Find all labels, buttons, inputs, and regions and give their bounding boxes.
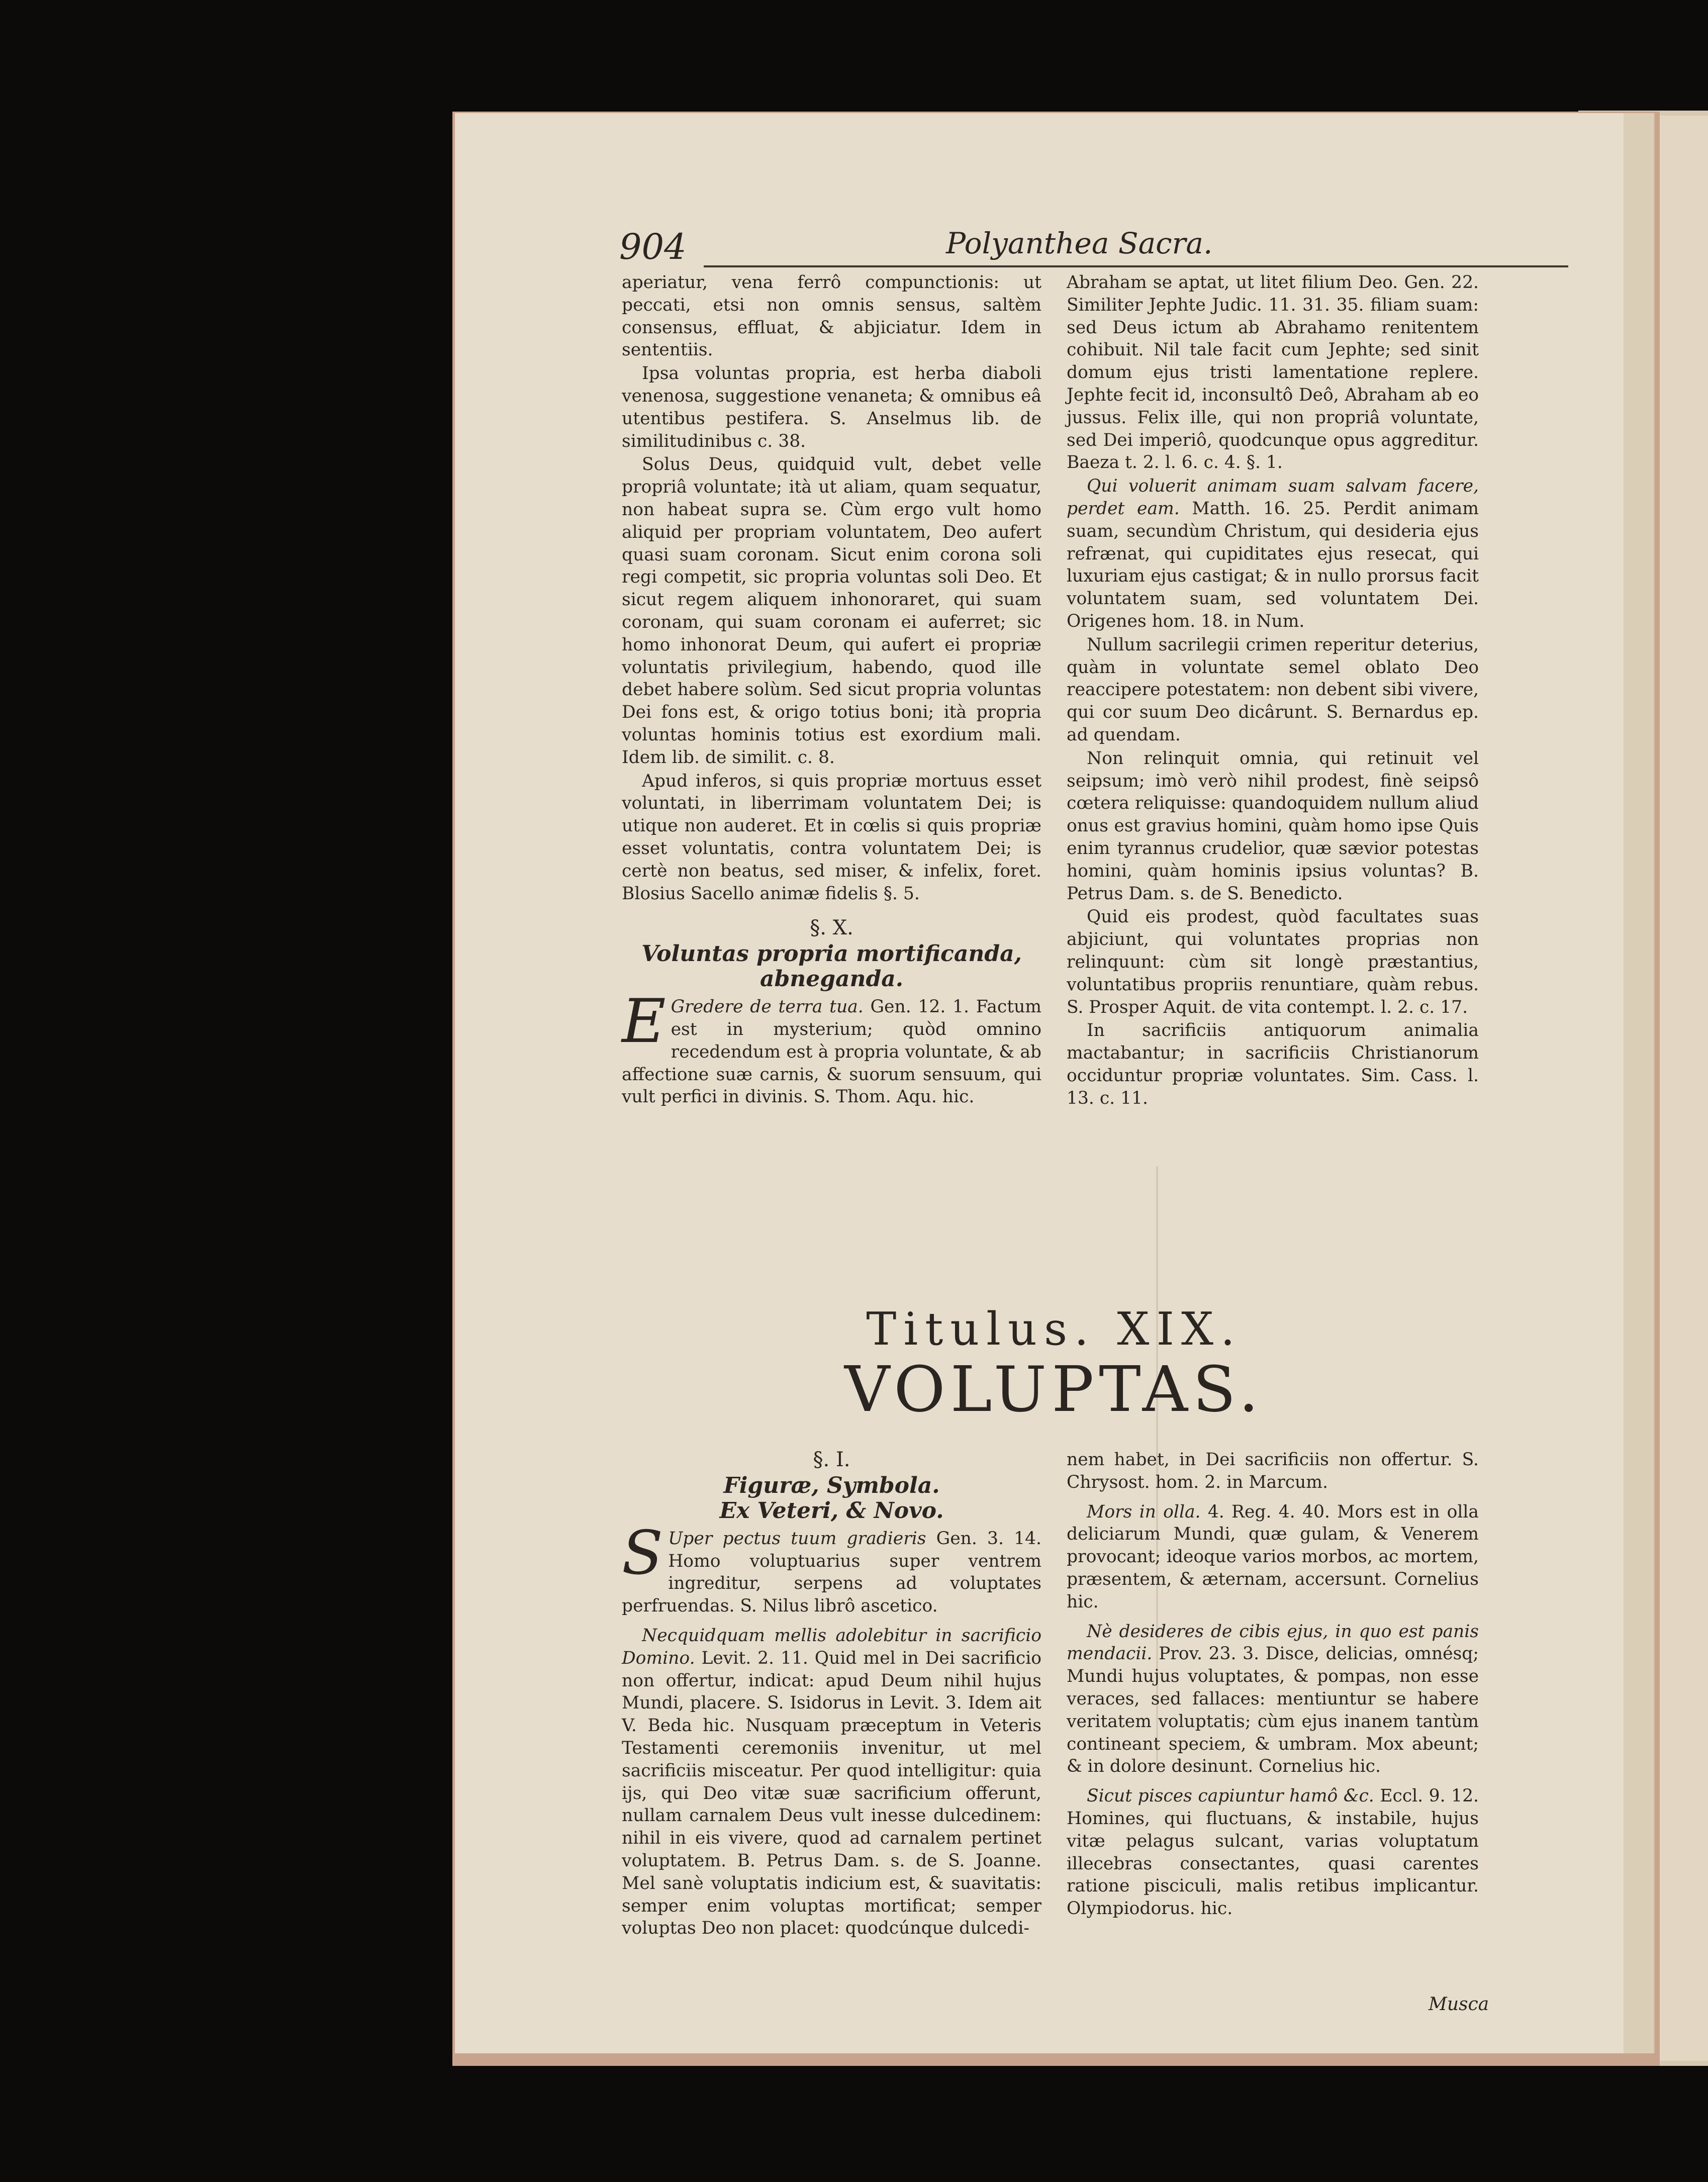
running-title: Polyanthea Sacra.	[946, 226, 1213, 260]
paragraph: aperiatur, vena ferrô compunctionis: ut peccati, etsi non omnis sensus, saltèm consensus, effluat, & abjiciatur. Idem in sententiis.	[622, 272, 1041, 360]
paragraph-text: Matth. 16. 25. Perdit animam suam, secundùm Christum, qui desideria ejus refrænat, qui cupiditates ejus resecat, qui luxuriam ejus castigat; & in nullo prorsus facit voluntatem suam, sed voluntatem Dei. Origenes hom. 18. in Num.	[1067, 498, 1479, 631]
quote-paragraph	[622, 1625, 1041, 1940]
paragraph-text: Prov. 23. 3. Disce, delicias, omnésq; Mundi hujus voluptates, & pompas, non esse veraces, sed fallaces: mentiuntur se habere veritatem voluptatis; cùm ejus inanem tantùm contineant speciem, & umbram. Mox abeunt; & in dolore desinunt. Cornelius hic.	[1067, 1644, 1479, 1777]
paragraph: Abraham se aptat, ut litet filium Deo. Gen. 22. Similiter Jephte Judic. 11. 31. 35. filiam suam: sed Deus ictum ab Abrahamo renitentem cohibuit. Nil tale facit cum Jephte; sed sinit domum ejus tristi lamentatione replere. Jephte fecit id, inconsultô Deô, Abraham ab eo jussus. Felix ille, qui non propriâ voluntate, sed Dei imperiô, quodcunque opus aggreditur. Baeza t. 2. l. 6. c. 4. §. 1.	[1067, 272, 1479, 473]
section-mark: §. I.	[813, 1448, 850, 1471]
page-number: 904	[619, 226, 687, 267]
quote-paragraph	[1067, 1621, 1479, 1778]
next-page-strip	[1654, 116, 1708, 2061]
scripture-quote: Qui voluerit animam suam salvam facere, perdet eam.	[1067, 476, 1479, 519]
book-page	[453, 112, 1655, 2062]
section-mark: §. X.	[810, 916, 853, 940]
titulus-heading: Titulus. XIX.	[866, 1303, 1242, 1356]
bottom-right-column	[1067, 1449, 1479, 1921]
scripture-quote: Sicut pisces capiuntur hamô &c.	[1087, 1786, 1374, 1807]
quote-paragraph	[1067, 1785, 1479, 1920]
paragraph-text: Gen. 3. 14. Homo voluptuarius super ventrem ingreditur, serpens ad voluptates perfruendas. S. Nilus librô ascetico.	[622, 1528, 1041, 1617]
dropcap-letter: E	[622, 987, 666, 1057]
quote-paragraph	[1067, 475, 1479, 633]
paragraph: Nullum sacrilegii crimen reperitur deterius, quàm in voluntate semel oblato Deo reaccipere potestatem: non debent sibi vivere, qui cor suum Deo dicârunt. S. Bernardus ep. ad quendam.	[1067, 634, 1479, 745]
section-subheading: Ex Veteri, & Novo.	[719, 1497, 944, 1524]
scripture-quote: Necquidquam mellis adolebitur in sacrificio Domino.	[622, 1625, 1041, 1668]
dropcap-paragraph	[622, 987, 1042, 1108]
paragraph-text: 4. Reg. 4. 40. Mors est in olla deliciarum Mundi, quæ gulam, & Venerem provocant; ideoque varios morbos, ac mortem, præsentem, & æternam, accersunt. Cornelius hic.	[1067, 1501, 1479, 1612]
paragraph: Non relinquit omnia, qui retinuit vel seipsum; imò verò nihil prodest, finè seipsô cœtera reliquisse: quandoquidem nullum aliud onus est gravius homini, quàm homo ipse Quis enim tyrannus crudelior, quæ sævior potestas homini, quàm hominis ipsius voluntas? B. Petrus Dam. s. de S. Benedicto.	[1067, 748, 1479, 904]
paragraph-text: Eccl. 9. 12. Homines, qui fluctuans, & instabile, hujus vitæ pelagus sulcant, varias voluptatum illecebras consectantes, quasi carentes ratione pisciculi, malis retibus implicantur. Olympiodorus. hic.	[1067, 1786, 1479, 1919]
main-title: VOLUPTAS.	[844, 1353, 1264, 1426]
scripture-quote: Mors in olla.	[1087, 1501, 1201, 1522]
paragraph-text: Gen. 12. 1. Factum est in mysterium; quòd omnino recedendum est à propria voluntate, & ab affectione suæ carnis, & suorum sensuum, qui vult perfici in divinis. S. Thom. Aqu. hic.	[622, 997, 1042, 1107]
scripture-quote: Gredere de terra tua.	[671, 997, 864, 1017]
top-left-column	[622, 271, 1041, 1109]
scripture-quote: Uper pectus tuum gradieris	[668, 1528, 926, 1549]
quote-paragraph	[1067, 1501, 1479, 1614]
top-right-column	[1067, 271, 1479, 1110]
paragraph: Ipsa voluntas propria, est herba diaboli venenosa, suggestione venaneta; & omnibus eâ utentibus pestifera. S. Anselmus lib. de similitudinibus c. 38.	[622, 363, 1041, 451]
bottom-left-column	[622, 1449, 1041, 1941]
dropcap-letter: S	[622, 1518, 663, 1588]
paragraph: Solus Deus, quidquid vult, debet velle propriâ voluntate; ità ut aliam, quam sequatur, non habeat supra se. Cùm ergo vult homo aliquid per propriam voluntatem, Deo aufert quasi suam coronam. Sicut enim corona soli regi competit, sic propria voluntas soli Deo. Et sicut regem aliquem inhonoraret, qui suam coronam, qui suam coronam ei auferret; sic homo inhonorat Deum, qui aufert ei propriæ voluntatis privilegium, habendo, quod ille debet habere solùm. Sed sicut propria voluntas Dei fons est, & origo totius boni; ità propria voluntas hominis totius est exordium mali. Idem lib. de similit. c. 8.	[622, 454, 1041, 768]
section-heading: Figuræ, Symbola.	[723, 1472, 940, 1498]
paragraph: Apud inferos, si quis propriæ mortuus esset voluntati, in liberrimam voluntatem Dei; is utique non auderet. Et in cœlis si quis propriæ esset voluntatis, contra voluntatem Dei; is certè non beatus, sed miser, & infelix, foret. Blosius Sacello animæ fidelis §. 5.	[622, 771, 1041, 904]
section-heading: Voluntas propria mortificanda, abneganda.	[641, 941, 1022, 992]
paragraph: Quid eis prodest, quòd facultates suas abjiciunt, qui voluntates proprias non relinquunt: cùm sit longè præstantius, voluntatibus propriis renuntiare, quàm rebus. S. Prosper Aquit. de vita contempt. l. 2. c. 17.	[1067, 907, 1479, 1017]
paragraph: In sacrificiis antiquorum animalia mactabantur; in sacrificiis Christianorum occiduntur propriæ voluntates. Sim. Cass. l. 13. c. 11.	[1067, 1020, 1479, 1108]
scripture-quote: Nè desideres de cibis ejus, in quo est panis mendacii.	[1067, 1621, 1479, 1664]
catchword: Musca	[1429, 1994, 1489, 2015]
page-header	[619, 226, 1574, 271]
header-rule	[704, 265, 1568, 267]
paragraph: nem habet, in Dei sacrificiis non offertur. S. Chrysost. hom. 2. in Marcum.	[1067, 1450, 1479, 1492]
paragraph-text: Levit. 2. 11. Quid mel in Dei sacrificio non offertur, indicat: apud Deum nihil hujus Mundi, placere. S. Isidorus in Levit. 3. Idem ait V. Beda hic. Nusquam præceptum in Veteris Testamenti ceremoniis invenitur, ut mel sacrificiis misceatur. Per quod intelligitur: quia ijs, qui Deo vitæ suæ sacrificium offerunt, nullam carnalem Deus vult inesse dulcedinem: nihil in eis vivere, quod ad carnalem pertinet voluptatem. B. Petrus Dam. s. de S. Joanne. Mel sanè voluptatis indicium est, & suavitatis: semper enim voluptas mortificat; semper voluptas Deo non placet: quodcúnque dulcedi-	[622, 1648, 1041, 1939]
dropcap-paragraph	[622, 1518, 1041, 1618]
